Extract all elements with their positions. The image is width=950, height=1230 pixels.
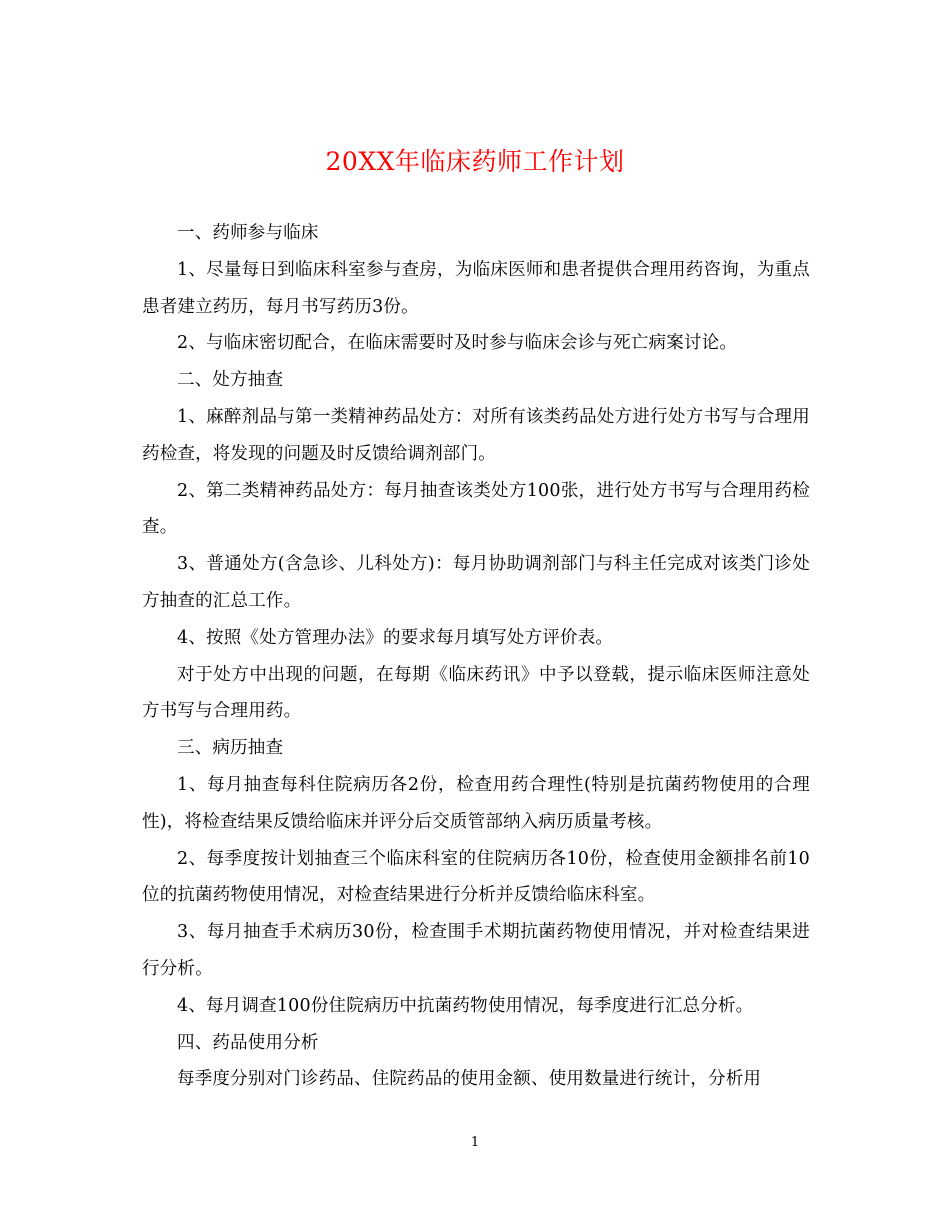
section-heading: 三、病历抽查 (177, 738, 284, 759)
section-heading: 一、药师参与临床 (177, 223, 319, 243)
paragraph: 每季度分别对门诊药品、住院药品的使用金额、使用数量进行统计，分析用 (177, 1069, 762, 1090)
paragraph: 4、每月调查100份住院病历中抗菌药物使用情况，每季度进行汇总分析。 (177, 995, 754, 1016)
paragraph: 1、每月抽查每科住院病历各2份，检查用药合理性(特别是抗菌药物使用的合理性)，将检查结果反馈给临床并评分后交质管部纳入病历质量考核。 (142, 774, 810, 832)
document-body (142, 215, 810, 1098)
paragraph: 2、第二类精神药品处方：每月抽查该类处方100张，进行处方书写与合理用药检查。 (142, 480, 810, 538)
paragraph: 3、普通处方(含急诊、儿科处方)：每月协助调剂部门与科主任完成对该类门诊处方抽查的汇总工作。 (142, 554, 810, 611)
section-heading: 四、药品使用分析 (177, 1032, 319, 1053)
paragraph: 1、麻醉剂品与第一类精神药品处方：对所有该类药品处方进行处方书写与合理用药检查，将发现的问题及时反馈给调剂部门。 (142, 406, 810, 464)
paragraph: 对于处方中出现的问题，在每期《临床药讯》中予以登载，提示临床医师注意处方书写与合理用药。 (142, 664, 810, 722)
document-title: 20XX年临床药师工作计划 (325, 147, 625, 176)
paragraph: 4、按照《处方管理办法》的要求每月填写处方评价表。 (177, 627, 614, 648)
paragraph: 2、与临床密切配合，在临床需要时及时参与临床会诊与死亡病案讨论。 (177, 333, 738, 354)
section-heading: 二、处方抽查 (177, 370, 284, 391)
page-number: 1 (470, 1135, 480, 1150)
paragraph: 3、每月抽查手术病历30份，检查围手术期抗菌药物使用情况，并对检查结果进行分析。 (142, 922, 810, 979)
paragraph: 1、尽量每日到临床科室参与查房，为临床医师和患者提供合理用药咨询，为重点患者建立药历，每月书写药历3份。 (142, 259, 810, 317)
paragraph: 2、每季度按计划抽查三个临床科室的住院病历各10份，检查使用金额排名前10位的抗菌药物使用情况，对检查结果进行分析并反馈给临床科室。 (142, 848, 810, 906)
